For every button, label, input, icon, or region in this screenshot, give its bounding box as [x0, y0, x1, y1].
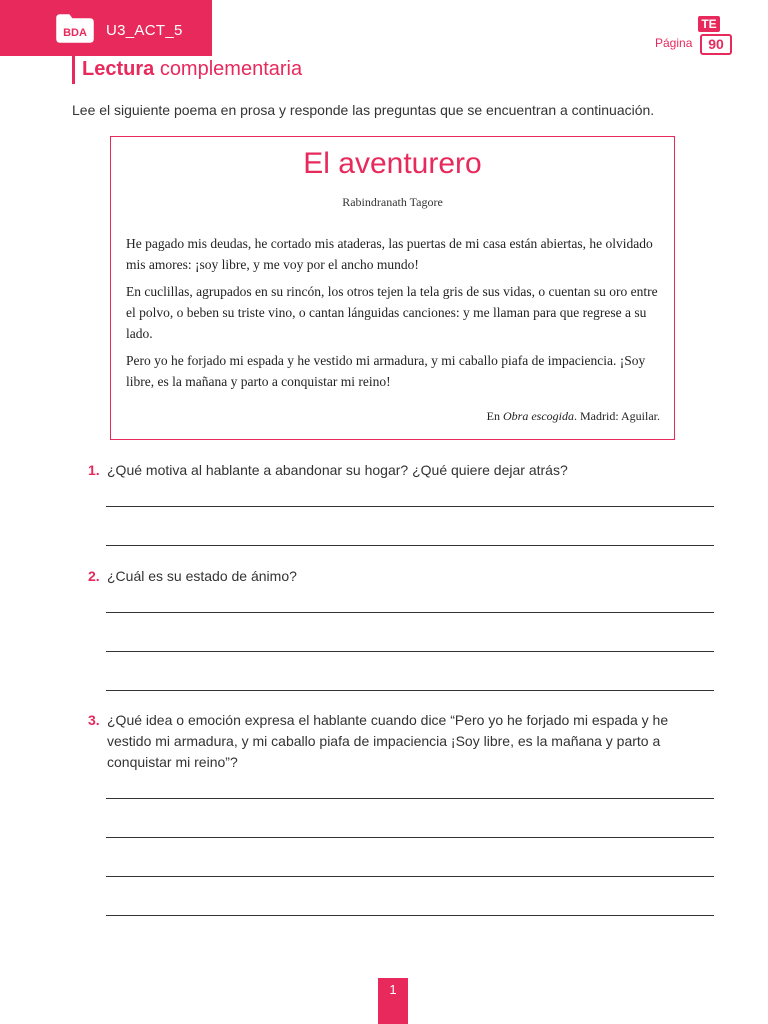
- section-title-bold: Lectura: [82, 58, 155, 80]
- poem-title: El aventurero: [303, 147, 482, 180]
- answer-line[interactable]: [106, 651, 714, 652]
- poem-source-work: Obra escogida: [503, 409, 574, 423]
- question-number: 2.: [88, 568, 100, 584]
- poem-source-prefix: En: [486, 409, 500, 423]
- question-text: ¿Qué idea o emoción expresa el hablante cuando dice “Pero yo he forjado mi espada y he vestido mi armadura, y mi caballo piafa de impaciencia ¡Soy libre, es la mañana y parto a conquistar mi reino”?: [107, 712, 669, 770]
- question-text: ¿Cuál es su estado de ánimo?: [107, 568, 297, 584]
- te-badge: TE: [698, 16, 720, 32]
- instructions: Lee el siguiente poema en prosa y responde las preguntas que se encuentran a continuación.: [72, 102, 655, 118]
- answer-line[interactable]: [106, 837, 714, 838]
- section-accent-bar: [72, 56, 75, 84]
- poem-source: [487, 409, 660, 424]
- question-number: 1.: [88, 462, 100, 478]
- poem-paragraph: He pagado mis deudas, he cortado mis ataderas, las puertas de mi casa están abiertas, he olvidado mis amores: ¡soy libre, y me voy por el ancho mundo!: [126, 236, 653, 272]
- header-band: [0, 0, 212, 56]
- page-badge: [698, 16, 732, 54]
- page-label: Página: [655, 36, 693, 50]
- page-number: 90: [700, 34, 732, 55]
- answer-line[interactable]: [106, 876, 714, 877]
- section-title: [82, 58, 302, 81]
- poem-source-rest: . Madrid: Aguilar.: [574, 409, 660, 423]
- bda-folder-icon: [54, 12, 96, 44]
- poem-text: [126, 233, 662, 398]
- answer-line[interactable]: [106, 506, 714, 507]
- page-tab-number: 1: [389, 982, 397, 997]
- answer-line[interactable]: [106, 915, 714, 916]
- answer-line[interactable]: [106, 612, 714, 613]
- answer-line[interactable]: [106, 545, 714, 546]
- question-number: 3.: [88, 712, 100, 728]
- poem-paragraph: En cuclillas, agrupados en su rincón, los otros tejen la tela gris de sus vidas, o cuentan su oro entre el polvo, o beben su triste vino, o cantan lánguidas canciones: y me llaman para que regrese a su lado.: [126, 284, 658, 341]
- answer-line[interactable]: [106, 690, 714, 691]
- answer-line[interactable]: [106, 798, 714, 799]
- poem-box: [110, 136, 675, 440]
- poem-paragraph: Pero yo he forjado mi espada y he vestido mi armadura, y mi caballo piafa de impaciencia. ¡Soy libre, es la mañana y parto a conquistar mi reino!: [126, 353, 646, 389]
- question-text: ¿Qué motiva al hablante a abandonar su hogar? ¿Qué quiere dejar atrás?: [107, 462, 568, 478]
- activity-code: U3_ACT_5: [106, 22, 183, 39]
- svg-text:BDA: BDA: [63, 27, 87, 39]
- page-tab: [378, 978, 408, 1024]
- poem-author: Rabindranath Tagore: [342, 195, 443, 209]
- section-title-rest: complementaria: [159, 58, 303, 80]
